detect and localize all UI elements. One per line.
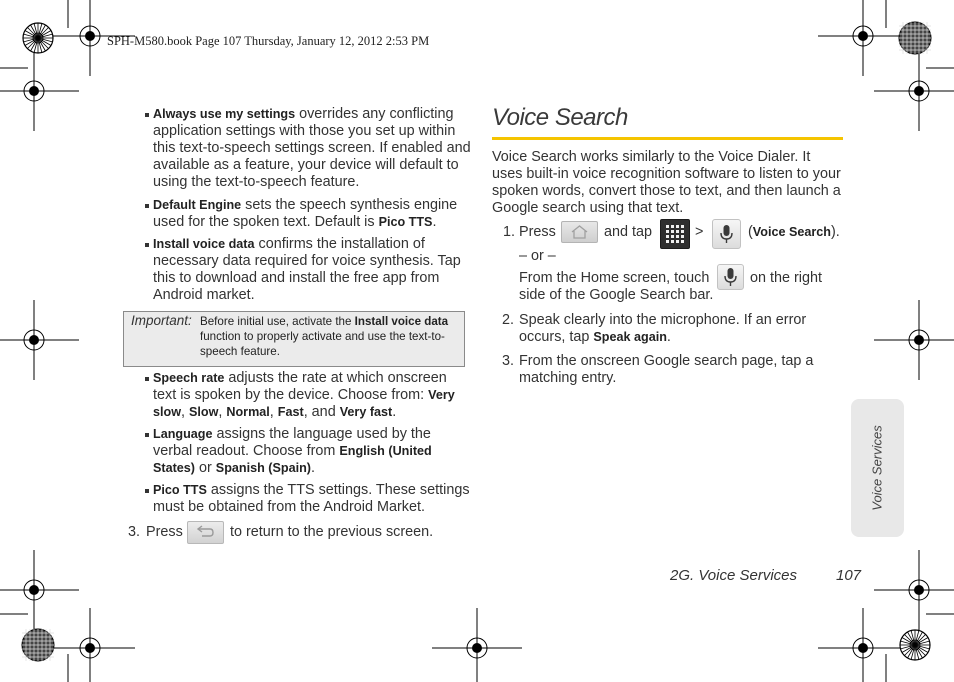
separator: , <box>218 404 227 420</box>
left-step-3-text: to return to the previous screen. <box>230 524 434 540</box>
description: assigns the TTS settings. These settings must be obtained from the Android Market. <box>153 482 470 515</box>
default-value: Pico TTS <box>378 215 433 229</box>
step-1-press: Press <box>519 224 556 240</box>
step-1-arrow: > <box>695 224 704 240</box>
step-1-number: 1. <box>503 224 516 240</box>
setting-default-engine <box>153 197 471 231</box>
description: sets the speech synthesis engine used for the spoken text. Default is <box>153 197 458 230</box>
punct: . <box>392 404 397 420</box>
registration-target-icon <box>29 86 39 96</box>
punct: . <box>666 329 671 345</box>
left-step-3-number: 3. <box>128 524 141 540</box>
term: Pico TTS <box>153 483 207 497</box>
microphone-icon <box>712 219 741 249</box>
note-text-b: function to properly activate and use the text-to-speech feature. <box>200 330 445 358</box>
registration-target-icon <box>85 643 95 653</box>
back-key-icon <box>187 521 224 544</box>
term: Voice Search <box>752 225 831 239</box>
description: assigns the language used by the verbal readout. Choose from <box>153 426 431 459</box>
option: Very slow <box>153 388 455 419</box>
separator: , and <box>303 404 340 420</box>
footer-section: 2G. Voice Services <box>670 567 797 584</box>
registration-target-icon <box>858 31 868 41</box>
title-rule <box>492 137 843 140</box>
setting-always-use <box>153 106 471 191</box>
setting-install-voice-data <box>153 236 471 304</box>
bullet-icon <box>145 377 149 381</box>
bullet-icon <box>145 433 149 437</box>
text: Speak clearly into the microphone. If an error occurs, tap <box>519 312 807 345</box>
separator: or <box>195 460 216 476</box>
registration-target-icon <box>858 643 868 653</box>
bullet-icon <box>145 204 149 208</box>
note-text-a: Before initial use, activate the <box>200 315 355 328</box>
chapter-side-tab-label: Voice Services <box>869 425 885 511</box>
description: confirms the installation of necessary data required for voice synthesis. Tap this to download and install the free app from Android market. <box>153 236 461 303</box>
print-header: SPH-M580.book Page 107 Thursday, January 12, 2012 2:53 PM <box>107 34 430 48</box>
step-1-voice-search <box>748 224 840 241</box>
bullet-icon <box>145 243 149 247</box>
paren: ( <box>748 224 753 240</box>
setting-speech-rate <box>153 370 471 421</box>
alt-text-before: From the Home screen, touch <box>519 270 710 286</box>
note-text <box>200 314 462 359</box>
bullet-icon <box>145 113 149 117</box>
page-number: 107 <box>836 567 862 584</box>
term: Speech rate <box>153 371 225 385</box>
term: Always use my settings <box>153 107 296 121</box>
term: Default Engine <box>153 198 242 212</box>
alt-text-line2: side of the Google Search bar. <box>519 287 714 303</box>
registration-target-icon <box>914 585 924 595</box>
option: English (United States) <box>153 444 432 475</box>
option: Fast <box>277 405 304 419</box>
separator: , <box>181 404 189 420</box>
option: Slow <box>189 405 219 419</box>
left-column-lower <box>153 370 471 516</box>
punct: . <box>310 460 315 476</box>
apps-grid-icon <box>660 219 690 249</box>
or-separator: – or – <box>519 248 556 264</box>
paren: ). <box>830 224 840 240</box>
option: Normal <box>226 405 270 419</box>
description: adjusts the rate at which onscreen text is spoken by the device. Choose from: <box>153 370 447 403</box>
registration-target-icon <box>914 86 924 96</box>
setting-language <box>153 426 471 477</box>
separator: , <box>269 404 278 420</box>
alt-text-after: on the right <box>750 270 823 286</box>
step-3-number: 3. <box>502 353 515 369</box>
step-2-number: 2. <box>502 312 515 328</box>
left-column <box>153 106 471 304</box>
note-term: Install voice data <box>354 315 449 328</box>
setting-pico-tts <box>153 482 471 516</box>
intro-paragraph: Voice Search works similarly to the Voice Dialer. It uses built-in voice recognition software to listen to your spoken words, convert those to text, and then launch a Google search using that text. <box>492 149 841 216</box>
option: Spanish (Spain) <box>215 461 311 475</box>
registration-target-icon <box>29 585 39 595</box>
description: overrides any conflicting application settings with those you set up within this text-to-speech settings screen. If enabled and available as a feature, your device will default to using the text-to-speech feature. <box>153 106 471 190</box>
bullet-icon <box>145 489 149 493</box>
registration-target-icon <box>85 31 95 41</box>
step-2-text <box>519 312 824 346</box>
registration-target-icon <box>914 335 924 345</box>
option: Very fast <box>339 405 393 419</box>
note-label: Important: <box>131 313 192 328</box>
term: Install voice data <box>153 237 255 251</box>
punct: . <box>432 214 437 230</box>
registration-target-icon <box>29 335 39 345</box>
left-step-3-press: Press <box>146 524 183 540</box>
registration-target-icon <box>472 643 482 653</box>
section-title: Voice Search <box>492 104 628 131</box>
home-key-icon <box>561 221 598 243</box>
microphone-icon <box>717 264 744 290</box>
step-3-text: From the onscreen Google search page, tap a matching entry. <box>519 353 814 386</box>
step-1-and-tap: and tap <box>604 224 653 240</box>
term: Speak again <box>593 330 667 344</box>
term: Language <box>153 427 213 441</box>
